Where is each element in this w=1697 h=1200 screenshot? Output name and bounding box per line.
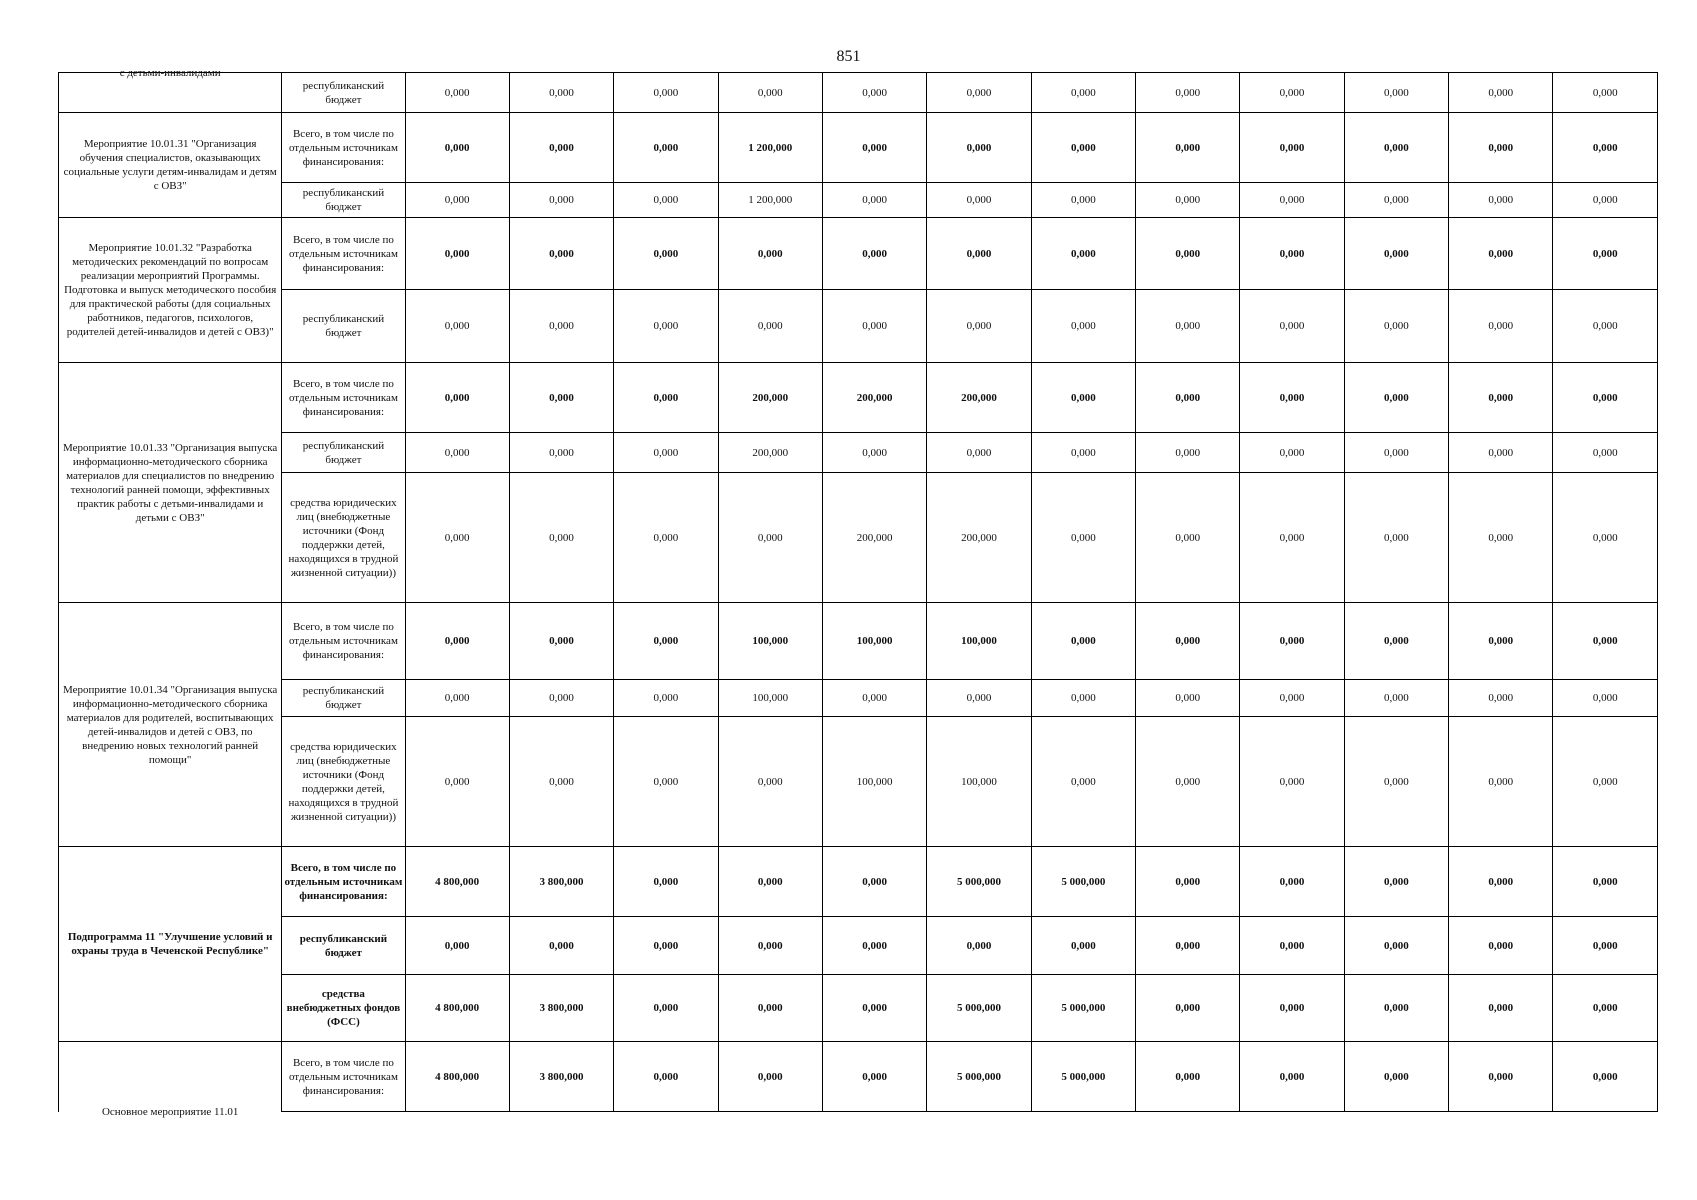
funding-source-cell: республиканский бюджет [282,433,405,473]
table-row [59,113,1658,183]
value-cell: 0,000 [614,975,718,1042]
value-cell: 0,000 [1344,603,1448,680]
value-cell: 0,000 [1553,603,1658,680]
value-cell: 0,000 [1240,975,1344,1042]
value-cell: 0,000 [405,917,509,975]
value-cell: 0,000 [509,717,613,847]
value-cell: 0,000 [1553,73,1658,113]
value-cell: 3 800,000 [509,847,613,917]
value-cell: 0,000 [1031,290,1135,363]
value-cell: 0,000 [1136,218,1240,290]
value-cell: 0,000 [614,847,718,917]
value-cell: 100,000 [718,680,822,717]
value-cell: 0,000 [927,73,1031,113]
value-cell: 0,000 [509,73,613,113]
value-cell: 0,000 [1031,433,1135,473]
value-cell: 0,000 [822,433,926,473]
value-cell: 0,000 [509,183,613,218]
value-cell: 0,000 [1449,183,1553,218]
table-row [59,473,1658,603]
funding-source-cell: республиканский бюджет [282,290,405,363]
value-cell: 0,000 [1344,975,1448,1042]
value-cell: 0,000 [1553,1042,1658,1112]
value-cell: 0,000 [405,433,509,473]
value-cell: 0,000 [1240,680,1344,717]
funding-source-cell: республиканский бюджет [282,183,405,218]
value-cell: 0,000 [614,290,718,363]
funding-source-cell: Всего, в том числе по отдельным источникам финансирования: [282,113,405,183]
value-cell: 0,000 [1449,433,1553,473]
value-cell: 0,000 [1136,183,1240,218]
value-cell: 0,000 [822,847,926,917]
value-cell: 0,000 [1031,603,1135,680]
table-row [59,603,1658,680]
value-cell: 0,000 [1136,473,1240,603]
value-cell: 0,000 [1344,1042,1448,1112]
value-cell: 0,000 [718,218,822,290]
value-cell: 0,000 [1449,218,1553,290]
value-cell: 0,000 [614,1042,718,1112]
table-row [59,917,1658,975]
value-cell: 0,000 [1240,363,1344,433]
value-cell: 0,000 [1136,975,1240,1042]
value-cell: 0,000 [927,218,1031,290]
value-cell: 0,000 [509,917,613,975]
value-cell: 5 000,000 [1031,1042,1135,1112]
value-cell: 0,000 [1553,113,1658,183]
value-cell: 0,000 [1031,73,1135,113]
event-cell: Подпрограмма 11 "Улучшение условий и охраны труда в Чеченской Республике" [59,847,282,1042]
value-cell: 0,000 [1240,73,1344,113]
value-cell: 0,000 [614,183,718,218]
value-cell: 0,000 [614,113,718,183]
value-cell: 0,000 [718,847,822,917]
value-cell: 0,000 [1449,473,1553,603]
value-cell: 0,000 [1136,717,1240,847]
value-cell: 1 200,000 [718,113,822,183]
value-cell: 0,000 [1449,917,1553,975]
value-cell: 100,000 [927,603,1031,680]
value-cell: 0,000 [1449,1042,1553,1112]
value-cell: 0,000 [1031,113,1135,183]
event-cell: Мероприятие 10.01.34 "Организация выпуска информационно-методического сборника материалов для родителей, воспитывающих детей-инвалидов и детей с ОВЗ, по внедрению новых технологий ранней помощи" [59,603,282,847]
table-row [59,680,1658,717]
value-cell: 0,000 [509,113,613,183]
value-cell: 0,000 [1553,975,1658,1042]
value-cell: 0,000 [822,183,926,218]
value-cell: 0,000 [614,917,718,975]
value-cell: 0,000 [1344,113,1448,183]
value-cell: 0,000 [1344,717,1448,847]
value-cell: 0,000 [1344,473,1448,603]
value-cell: 100,000 [927,717,1031,847]
value-cell: 0,000 [822,1042,926,1112]
value-cell: 4 800,000 [405,1042,509,1112]
value-cell: 0,000 [1136,433,1240,473]
value-cell: 0,000 [1136,73,1240,113]
value-cell: 4 800,000 [405,975,509,1042]
value-cell: 0,000 [1240,290,1344,363]
table-row [59,290,1658,363]
value-cell: 0,000 [509,473,613,603]
value-cell: 0,000 [927,113,1031,183]
value-cell: 0,000 [1449,363,1553,433]
value-cell: 0,000 [927,917,1031,975]
funding-source-cell: средства внебюджетных фондов (ФСС) [282,975,405,1042]
value-cell: 0,000 [822,680,926,717]
value-cell: 0,000 [405,113,509,183]
value-cell: 0,000 [614,218,718,290]
value-cell: 0,000 [1449,680,1553,717]
value-cell: 0,000 [927,290,1031,363]
value-cell: 0,000 [718,290,822,363]
table-row [59,1042,1658,1112]
value-cell: 0,000 [1031,717,1135,847]
value-cell: 5 000,000 [1031,975,1135,1042]
value-cell: 3 800,000 [509,975,613,1042]
value-cell: 0,000 [509,218,613,290]
table-row [59,717,1658,847]
value-cell: 0,000 [1240,183,1344,218]
value-cell: 0,000 [1553,433,1658,473]
value-cell: 200,000 [822,473,926,603]
value-cell: 5 000,000 [927,847,1031,917]
value-cell: 0,000 [718,717,822,847]
value-cell: 0,000 [822,113,926,183]
value-cell: 0,000 [405,183,509,218]
funding-source-cell: Всего, в том числе по отдельным источникам финансирования: [282,363,405,433]
value-cell: 0,000 [509,290,613,363]
table-row [59,218,1658,290]
value-cell: 0,000 [405,218,509,290]
funding-source-cell: средства юридических лиц (внебюджетные источники (Фонд поддержки детей, находящихся в трудной жизненной ситуации)) [282,473,405,603]
event-cell-continued [59,67,282,113]
value-cell: 0,000 [1553,717,1658,847]
value-cell: 0,000 [1344,680,1448,717]
value-cell: 0,000 [1240,473,1344,603]
value-cell: 0,000 [822,290,926,363]
value-cell: 0,000 [614,603,718,680]
value-cell: 0,000 [614,473,718,603]
value-cell: 0,000 [1240,917,1344,975]
value-cell: 0,000 [1553,473,1658,603]
value-cell: 0,000 [614,680,718,717]
value-cell: 0,000 [1344,73,1448,113]
event-cell: Мероприятие 10.01.33 "Организация выпуска информационно-методического сборника материалов для специалистов по внедрению технологий ранней помощи, эффективных практик работы с детьми-инвалидами и детьми с ОВЗ" [59,363,282,603]
value-cell: 0,000 [509,603,613,680]
value-cell: 200,000 [927,473,1031,603]
funding-source-cell: республиканский бюджет [282,917,405,975]
value-cell: 0,000 [1240,717,1344,847]
value-cell: 0,000 [405,603,509,680]
value-cell: 0,000 [1136,603,1240,680]
value-cell: 0,000 [614,363,718,433]
value-cell: 0,000 [1031,680,1135,717]
funding-source-cell: республиканский бюджет [282,73,405,113]
value-cell: 3 800,000 [509,1042,613,1112]
budget-table-container [58,67,1658,1118]
value-cell: 4 800,000 [405,847,509,917]
value-cell: 0,000 [1553,363,1658,433]
value-cell: 0,000 [718,1042,822,1112]
event-cut-text: Основное мероприятие 11.01 [101,1105,239,1118]
value-cell: 0,000 [1449,290,1553,363]
value-cell: 0,000 [509,433,613,473]
value-cell: 0,000 [614,433,718,473]
value-cell: 0,000 [822,73,926,113]
value-cell: 100,000 [718,603,822,680]
value-cell: 5 000,000 [1031,847,1135,917]
value-cell: 0,000 [1136,113,1240,183]
value-cell: 0,000 [1449,847,1553,917]
value-cell: 0,000 [405,717,509,847]
value-cell: 100,000 [822,717,926,847]
value-cell: 0,000 [718,975,822,1042]
value-cell: 0,000 [927,183,1031,218]
value-cell: 0,000 [1240,113,1344,183]
funding-source-cell: Всего, в том числе по отдельным источникам финансирования: [282,847,405,917]
value-cell: 0,000 [614,717,718,847]
value-cell: 0,000 [1553,847,1658,917]
value-cell: 0,000 [1240,847,1344,917]
value-cell: 0,000 [1136,363,1240,433]
value-cell: 5 000,000 [927,1042,1031,1112]
value-cell: 200,000 [822,363,926,433]
funding-source-cell: средства юридических лиц (внебюджетные источники (Фонд поддержки детей, находящихся в трудной жизненной ситуации)) [282,717,405,847]
value-cell: 0,000 [1136,290,1240,363]
event-cell [59,1042,282,1118]
value-cell: 0,000 [1344,917,1448,975]
value-cell: 0,000 [1344,433,1448,473]
value-cell: 200,000 [927,363,1031,433]
value-cell: 0,000 [1240,218,1344,290]
value-cell: 0,000 [1449,975,1553,1042]
funding-source-cell: Всего, в том числе по отдельным источникам финансирования: [282,603,405,680]
value-cell: 0,000 [1031,473,1135,603]
value-cell: 0,000 [1136,847,1240,917]
event-cell: Мероприятие 10.01.32 "Разработка методических рекомендаций по вопросам реализации мероприятий Программы. Подготовка и выпуск методического пособия для практической работы (для социальных работников, педагогов, психологов, родителей детей-инвалидов и детей с ОВЗ)" [59,218,282,363]
value-cell: 0,000 [509,363,613,433]
value-cell: 0,000 [822,975,926,1042]
budget-table [58,67,1658,1118]
value-cell: 0,000 [1344,847,1448,917]
value-cell: 0,000 [1240,603,1344,680]
value-cell: 0,000 [509,680,613,717]
value-cell: 0,000 [927,433,1031,473]
value-cell: 0,000 [927,680,1031,717]
value-cell: 0,000 [1449,717,1553,847]
value-cell: 0,000 [1449,73,1553,113]
table-row [59,73,1658,113]
value-cell: 0,000 [1344,183,1448,218]
value-cell: 0,000 [1344,218,1448,290]
value-cell: 200,000 [718,363,822,433]
value-cell: 0,000 [1553,917,1658,975]
value-cell: 0,000 [718,917,822,975]
value-cell: 0,000 [405,73,509,113]
value-cell: 200,000 [718,433,822,473]
value-cell: 0,000 [1553,218,1658,290]
value-cell: 0,000 [614,73,718,113]
table-row [59,183,1658,218]
value-cell: 100,000 [822,603,926,680]
value-cell: 0,000 [1553,680,1658,717]
value-cell: 1 200,000 [718,183,822,218]
value-cell: 0,000 [405,290,509,363]
funding-source-cell: республиканский бюджет [282,680,405,717]
event-cut-text: с детьми-инвалидами [119,67,221,79]
value-cell: 0,000 [1136,1042,1240,1112]
table-row [59,847,1658,917]
value-cell: 0,000 [405,363,509,433]
value-cell: 0,000 [1344,290,1448,363]
value-cell: 0,000 [1449,603,1553,680]
value-cell: 0,000 [405,680,509,717]
value-cell: 0,000 [1031,218,1135,290]
value-cell: 0,000 [405,473,509,603]
page-number: 851 [836,48,861,65]
value-cell: 0,000 [1449,113,1553,183]
value-cell: 0,000 [1553,183,1658,218]
table-row [59,433,1658,473]
value-cell: 0,000 [1240,433,1344,473]
value-cell: 0,000 [822,917,926,975]
value-cell: 0,000 [1240,1042,1344,1112]
value-cell: 0,000 [822,218,926,290]
funding-source-cell: Всего, в том числе по отдельным источникам финансирования: [282,1042,405,1112]
funding-source-cell: Всего, в том числе по отдельным источникам финансирования: [282,218,405,290]
table-row [59,975,1658,1042]
value-cell: 0,000 [1344,363,1448,433]
value-cell: 5 000,000 [927,975,1031,1042]
value-cell: 0,000 [1553,290,1658,363]
value-cell: 0,000 [1031,917,1135,975]
value-cell: 0,000 [718,473,822,603]
table-row [59,363,1658,433]
event-cell: Мероприятие 10.01.31 "Организация обучения специалистов, оказывающих социальные услуги детям-инвалидам и детям с ОВЗ" [59,113,282,218]
budget-table-body [59,67,1658,1118]
value-cell: 0,000 [718,73,822,113]
value-cell: 0,000 [1031,183,1135,218]
value-cell: 0,000 [1136,680,1240,717]
value-cell: 0,000 [1031,363,1135,433]
value-cell: 0,000 [1136,917,1240,975]
